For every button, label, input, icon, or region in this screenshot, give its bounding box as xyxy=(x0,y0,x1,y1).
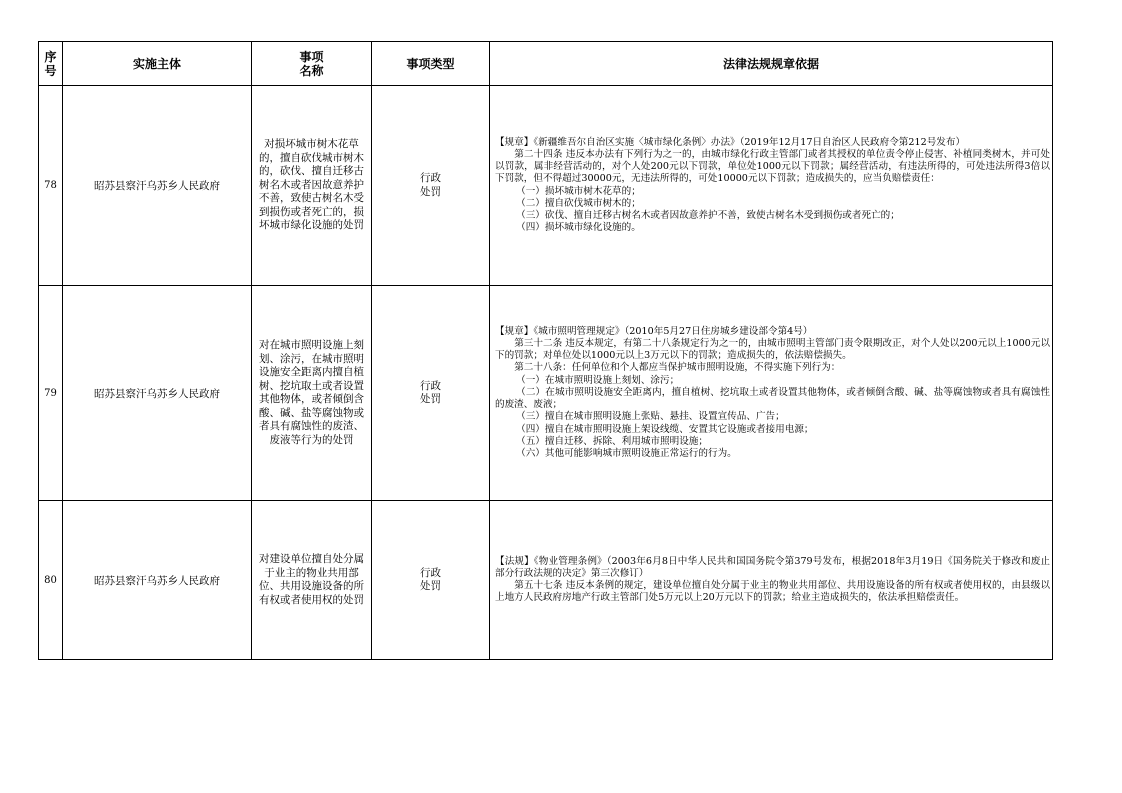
header-subject: 实施主体 xyxy=(63,42,252,86)
row-item-type xyxy=(372,286,490,501)
basis-title: 【法规】《物业管理条例》（2003年6月8日中华人民共和国国务院令第379号发布，根据2018年3月19日《国务院关于修改和废止部分行政法规的决定》第三次修订） xyxy=(495,555,1050,579)
row-type-line1: 行政 xyxy=(420,566,441,579)
row-item-type xyxy=(372,86,490,286)
header-no-line1: 序 xyxy=(44,49,57,64)
basis-article: 第三十二条 违反本规定，有第二十八条规定行为之一的，由城市照明主管部门责令限期改正，对个人处以200元以上1000元以下的罚款；对单位处以1000元以上3万元以下的罚款；造成损失的，依法赔偿损失。 xyxy=(495,338,1050,362)
row-subject: 昭苏县察汗乌苏乡人民政府 xyxy=(63,501,252,660)
basis-item: （三）擅自在城市照明设施上张贴、悬挂、设置宣传品、广告； xyxy=(516,411,785,423)
row-legal-basis xyxy=(490,86,1053,286)
table-row xyxy=(39,501,1053,660)
header-name-line1: 事项 xyxy=(299,49,324,64)
row-legal-basis xyxy=(490,501,1053,660)
basis-item: （五）擅自迁移、拆除、利用城市照明设施； xyxy=(516,435,708,447)
header-name xyxy=(252,42,372,86)
basis-item: （四）损坏城市绿化设施的。 xyxy=(516,222,641,234)
header-type: 事项类型 xyxy=(372,42,490,86)
header-basis: 法律法规规章依据 xyxy=(490,42,1053,86)
row-type-line2: 处罚 xyxy=(420,580,441,592)
table-header-row xyxy=(39,42,1053,86)
row-item-name: 对建设单位擅自处分属于业主的物业共用部位、共用设施设备的所有权或者使用权的处罚 xyxy=(252,501,372,660)
table-row xyxy=(39,86,1053,286)
basis-article: 第五十七条 违反本条例的规定，建设单位擅自处分属于业主的物业共用部位、共用设施设备的所有权或者使用权的，由县级以上地方人民政府房地产行政主管部门处5万元以上20万元以下的罚款；给业主造成损失的，依法承担赔偿责任。 xyxy=(495,580,1050,604)
regulation-table xyxy=(38,41,1053,660)
header-no-line2: 号 xyxy=(44,63,57,78)
basis-item: （一）损坏城市树木花草的； xyxy=(516,185,641,197)
basis-title: 【规章】《城市照明管理规定》（2010年5月27日住房城乡建设部令第4号） xyxy=(495,325,813,337)
row-item-type xyxy=(372,501,490,660)
row-number: 80 xyxy=(39,501,63,660)
row-subject: 昭苏县察汗乌苏乡人民政府 xyxy=(63,86,252,286)
row-type-line2: 处罚 xyxy=(420,185,441,198)
basis-item: （三）砍伐、擅自迁移古树名木或者因故意养护不善，致使古树名木受到损伤或者死亡的； xyxy=(516,209,900,221)
row-item-name: 对在城市照明设施上刻划、涂污，在城市照明设施安全距离内擅自植树、挖坑取土或者设置其他物体，或者倾倒含酸、碱、盐等腐蚀物或者具有腐蚀性的废渣、废液等行为的处罚 xyxy=(252,286,372,501)
row-item-name: 对损坏城市树木花草的，擅自砍伐城市树木的，砍伐、擅自迁移古树名木或者因故意养护不善，致使古树名木受到损伤或者死亡的，损坏城市绿化设施的处罚 xyxy=(252,86,372,286)
row-legal-basis xyxy=(490,286,1053,501)
row-type-line1: 行政 xyxy=(420,172,441,184)
basis-article: 第二十四条 违反本办法有下列行为之一的，由城市绿化行政主管部门或者其授权的单位责令停止侵害、补植同类树木，并可处以罚款，属非经营活动的，对个人处200元以下罚款，单位处1000元以下罚款；属经营活动，有违法所得的，可处违法所得3倍以下罚款，但不得超过30000元，无违法所得的，可处10000元以下罚款；造成损失的，应当负赔偿责任： xyxy=(495,148,1050,185)
basis-title: 【规章】《新疆维吾尔自治区实施〈城市绿化条例〉办法》（2019年12月17日自治区人民政府令第212号发布） xyxy=(495,136,966,148)
header-name-line2: 名称 xyxy=(299,63,324,78)
basis-item: （一）在城市照明设施上刻划、涂污； xyxy=(516,374,680,386)
table-row xyxy=(39,286,1053,501)
row-type-line2: 处罚 xyxy=(420,393,441,405)
row-number: 79 xyxy=(39,286,63,501)
row-number: 78 xyxy=(39,86,63,286)
row-type-line1: 行政 xyxy=(420,379,441,392)
header-no xyxy=(39,42,63,86)
basis-item: （二）擅自砍伐城市树木的； xyxy=(516,197,641,209)
basis-article-2: 第二十八条：任何单位和个人都应当保护城市照明设施，不得实施下列行为： xyxy=(514,362,841,374)
basis-item: （二）在城市照明设施安全距离内，擅自植树、挖坑取土或者设置其他物体，或者倾倒含酸、碱、盐等腐蚀物或者具有腐蚀性的废渣、废液； xyxy=(495,386,1050,411)
basis-item: （六）其他可能影响城市照明设施正常运行的行为。 xyxy=(516,447,737,459)
basis-item: （四）擅自在城市照明设施上架设线缆、安置其它设施或者接用电源； xyxy=(516,423,814,435)
row-subject: 昭苏县察汗乌苏乡人民政府 xyxy=(63,286,252,501)
